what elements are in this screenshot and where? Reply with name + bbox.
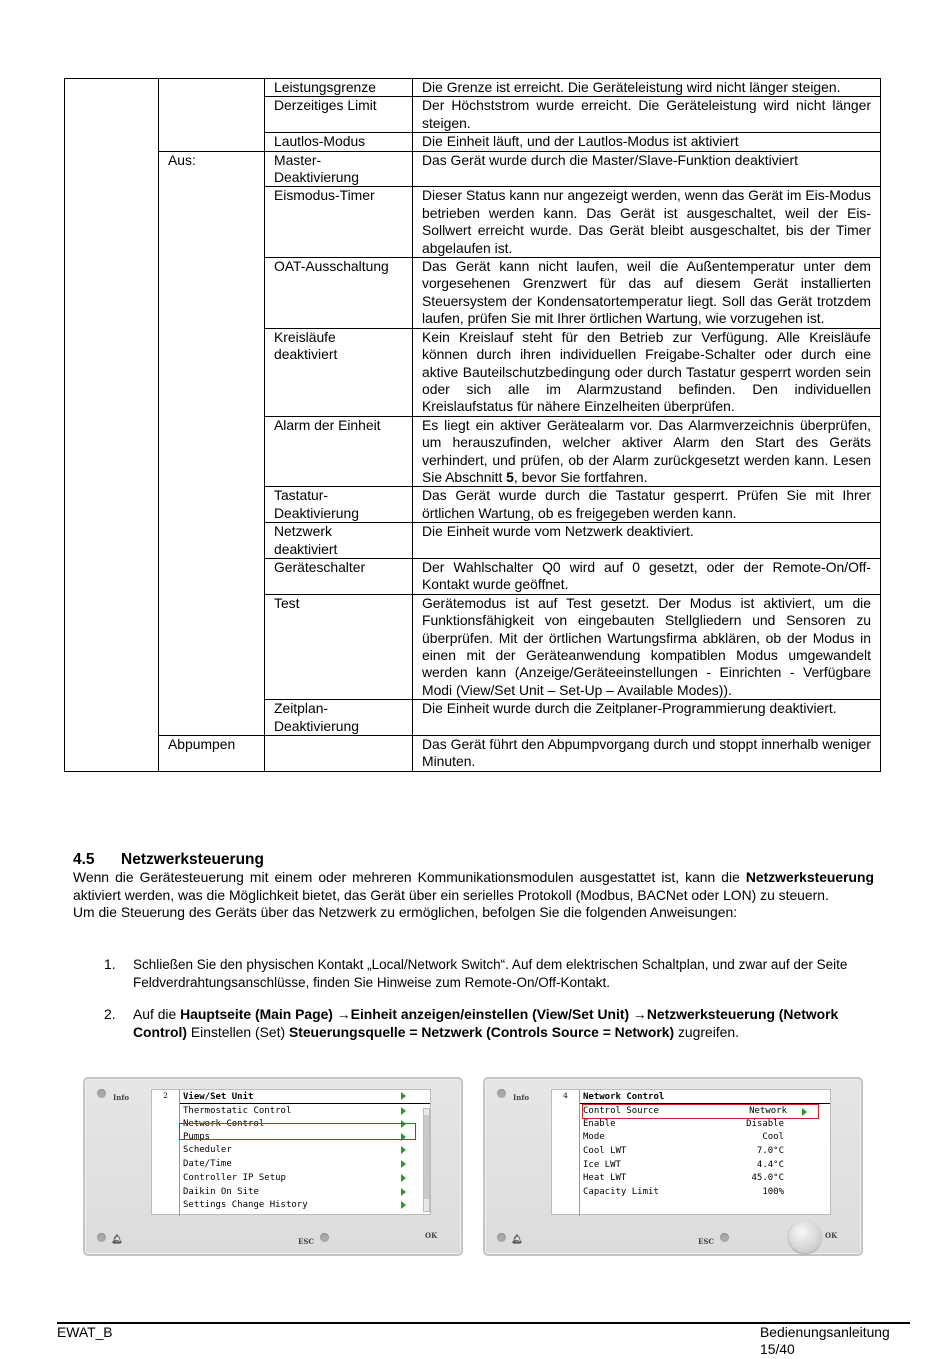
table-row (65, 79, 881, 97)
setting-value-enable[interactable]: Disable (746, 1119, 784, 1129)
list-text-part: Auf die (133, 1006, 181, 1022)
info-led-icon (497, 1089, 506, 1098)
table-cell-status: Kreisläufe deaktiviert (265, 328, 413, 416)
list-text-part: Einstellen (Set) (187, 1023, 289, 1040)
instruction-paragraph: Um die Steuerung des Geräts über das Netzwerk zu ermöglichen, befolgen Sie die folgenden Anweisungen: (73, 904, 738, 921)
scroll-thumb[interactable] (424, 1115, 429, 1199)
table-cell-description: Das Gerät kann nicht laufen, weil die Außentemperatur unter dem vorgesehenen Grenzwert für das auf diesem Gerät installierten Steuersystem der Kondensatortemperatur liegt. Soll das Gerät trotzdem laufen, prüfen Sie mit Ihrer örtlichen Wartung, wie vorzugehen ist. (413, 258, 881, 329)
table-cell-status: Lautlos-Modus (265, 133, 413, 151)
bell-icon: 🔔︎ (111, 1235, 123, 1245)
table-cell-description (413, 416, 881, 487)
list-text: Schließen Sie den physischen Kontakt „Local/Network Switch“. Auf dem elektrischen Schaltplan, und zwar auf der Seite Feldverdrahtungsanschlüsse, finden Sie Hinweise zum Remote-On/Off-Kontakt. (133, 957, 848, 990)
table-cell-description: Gerätemodus ist auf Test gesetzt. Der Modus ist aktiviert, um die Funktionsfähigkeit von eingebauten Stellgliedern und Sensoren zu überprüfen. Mit der örtlichen Wartungsfirma abklären, ob der Modus in einen mit der Geräteanwendung kompatiblen Modus umgewandelt werden kann (Anzeige/Geräteeinstellungen - Einrichten - Verfügbare Modi (View/Set Unit – Set-Up – Available Modes)). (413, 594, 881, 699)
esc-button[interactable] (320, 1233, 329, 1242)
section-number: 4.5 (73, 851, 95, 868)
paragraph-text: Wenn die Gerätesteuerung mit einem oder mehreren Kommunikationsmodulen ausgestattet ist, kann die (73, 869, 746, 885)
table-cell-description: Die Einheit wurde vom Netzwerk deaktiviert. (413, 523, 881, 559)
table-cell-status: Zeitplan-Deaktivierung (265, 700, 413, 736)
table-cell-description: Das Gerät wurde durch die Tastatur gesperrt. Prüfen Sie mit Ihrer örtlichen Wartung, ob es freigegeben werden kann. (413, 487, 881, 523)
table-cell-description: Der Wahlschalter Q0 wird auf 0 gesetzt, oder der Remote-On/Off-Kontakt wurde geöffnet. (413, 558, 881, 594)
controller-panel-view-set-unit (83, 1077, 463, 1256)
menu-item-controller-ip-setup[interactable]: Controller IP Setup (183, 1173, 286, 1183)
setting-label-mode[interactable]: Mode (583, 1132, 605, 1142)
paragraph-text: aktiviert werden, was die Möglichkeit bietet, das Gerät über ein serielles Protokoll (Modbus, BACNet oder LON) zu steuern. (73, 886, 829, 903)
footer-doc-title: Bedienungsanleitung (760, 1324, 890, 1340)
status-led-icon (97, 1233, 106, 1242)
table-cell-description: Die Einheit wurde durch die Zeitplaner-Programmierung deaktiviert. (413, 700, 881, 736)
section-network-control (73, 850, 874, 922)
menu-path: Hauptseite (Main Page) →Einheit anzeigen/einstellen (View/Set Unit) →Netzwerksteuerung (Network Control) (133, 1006, 839, 1040)
table-cell-category (159, 79, 265, 152)
table-cell-status: Master-Deaktivierung (265, 151, 413, 187)
list-item (104, 956, 874, 991)
menu-item-settings-change-history[interactable]: Settings Change History (183, 1200, 308, 1210)
list-number: 2. (104, 1006, 116, 1022)
setting-value-capacity-limit[interactable]: 100% (762, 1187, 784, 1197)
ok-label: OK (825, 1231, 838, 1240)
menu-item-pumps[interactable]: Pumps (183, 1132, 211, 1142)
table-cell-status: Netzwerk deaktiviert (265, 523, 413, 559)
list-text (133, 1006, 874, 1041)
setting-label-cool-lwt[interactable]: Cool LWT (583, 1146, 627, 1156)
setting-label-capacity-limit[interactable]: Capacity Limit (583, 1187, 659, 1197)
table-cell-status: Derzeitiges Limit (265, 97, 413, 133)
table-cell-status: Test (265, 594, 413, 699)
info-led-icon (97, 1089, 106, 1098)
screen-scrollbar[interactable] (423, 1108, 430, 1212)
setting-value-heat-lwt[interactable]: 45.0°C (751, 1173, 784, 1183)
ok-knob-button[interactable] (789, 1221, 821, 1253)
table-row (65, 736, 881, 772)
info-label: Info (113, 1093, 130, 1102)
menu-item-network-control[interactable]: Network Control (183, 1119, 265, 1129)
table-cell-description: Das Gerät führt den Abpumpvorgang durch und stoppt innerhalb weniger Minuten. (413, 736, 881, 772)
setting-value: Steuerungsquelle = Netzwerk (Controls Source = Network) (288, 1023, 675, 1040)
menu-item-daikin-on-site[interactable]: Daikin On Site (183, 1187, 259, 1197)
intro-paragraph (73, 869, 874, 904)
submenu-arrow-icon (401, 1188, 406, 1196)
table-cell-status: OAT-Ausschaltung (265, 258, 413, 329)
section-title: Netzwerksteuerung (121, 851, 264, 868)
desc-text: , bevor Sie fortfahren. (513, 468, 648, 485)
controller-screen (551, 1089, 831, 1215)
footer-page-number: 15/40 (760, 1341, 795, 1358)
menu-item-date-time[interactable]: Date/Time (183, 1159, 232, 1169)
table-cell-description: Die Einheit läuft, und der Lautlos-Modus ist aktiviert (413, 133, 881, 151)
setting-label-enable[interactable]: Enable (583, 1119, 616, 1129)
list-item (104, 1006, 874, 1041)
ok-label: OK (425, 1231, 438, 1240)
setting-label-heat-lwt[interactable]: Heat LWT (583, 1173, 627, 1183)
table-cell-description: Die Grenze ist erreicht. Die Geräteleistung wird nicht länger steigen. (413, 79, 881, 97)
submenu-arrow-icon (401, 1107, 406, 1115)
screen-page-number: 4 (552, 1090, 580, 1216)
highlight-box (582, 1104, 819, 1119)
desc-text: Es liegt ein aktiver Gerätealarm vor. Das Alarmverzeichnis überprüfen, um herauszufinden, welcher aktiver Alarm den Start des Geräts verhindert, und prüfen, ob der Alarm zurückgesetzt werden kann. Lesen Sie Abschnitt (422, 416, 871, 485)
screen-title: Network Control (583, 1092, 665, 1102)
setting-label-ice-lwt[interactable]: Ice LWT (583, 1160, 621, 1170)
table-cell-description: Dieser Status kann nur angezeigt werden, wenn das Gerät im Eis-Modus betrieben werden kann. Das Gerät ist ausgeschaltet, weil der Eis-Sollwert erreicht wurde. Das Gerät bleibt ausgeschaltet, bis der Timer abgelaufen ist. (413, 187, 881, 258)
esc-label: ESC (698, 1237, 714, 1246)
setting-value-cool-lwt[interactable]: 7.0°C (756, 1146, 784, 1156)
setting-value-ice-lwt[interactable]: 4.4°C (756, 1160, 784, 1170)
table-cell-category: Aus: (159, 151, 265, 735)
table-cell-category: Abpumpen (159, 736, 265, 772)
submenu-arrow-icon (401, 1146, 406, 1154)
submenu-arrow-icon (401, 1092, 406, 1100)
controller-screen (151, 1089, 431, 1215)
menu-item-thermostatic-control[interactable]: Thermostatic Control (183, 1106, 292, 1116)
list-text-part: zugreifen. (674, 1023, 739, 1040)
section-ref: 5 (506, 468, 514, 485)
table-cell-empty (65, 79, 159, 772)
table-cell-status: Leistungsgrenze (265, 79, 413, 97)
list-number: 1. (104, 956, 116, 972)
table-cell-status: Tastatur-Deaktivierung (265, 487, 413, 523)
esc-button[interactable] (720, 1233, 729, 1242)
table-cell-status: Alarm der Einheit (265, 416, 413, 487)
table-cell-status (265, 736, 413, 772)
highlight-box (179, 1123, 416, 1140)
table-cell-description: Das Gerät wurde durch die Master/Slave-Funktion deaktiviert (413, 151, 881, 187)
setting-label-control-source[interactable]: Control Source (583, 1106, 659, 1116)
table-cell-status: Geräteschalter (265, 558, 413, 594)
status-led-icon (497, 1233, 506, 1242)
submenu-arrow-icon (401, 1201, 406, 1209)
table-cell-description: Kein Kreislauf steht für den Betrieb zur Verfügung. Alle Kreisläufe können durch ihren individuellen Freigabe-Schalter oder durch eine aktive Bauteilschutzbedingung oder durch Tastatur gesperrt worden sein oder sich alle im Alarmzustand befinden. Den individuellen Kreislaufstatus für nähere Einzelheiten überprüfen. (413, 328, 881, 416)
menu-item-scheduler[interactable]: Scheduler (183, 1145, 232, 1155)
submenu-arrow-icon (401, 1174, 406, 1182)
table-cell-description: Der Höchststrom wurde erreicht. Die Geräteleistung wird nicht länger steigen. (413, 97, 881, 133)
bell-icon: 🔔︎ (511, 1235, 523, 1245)
table-cell-status: Eismodus-Timer (265, 187, 413, 258)
screen-title: View/Set Unit (183, 1092, 254, 1102)
table-row (65, 151, 881, 187)
setting-value-control-source[interactable]: Network (749, 1106, 787, 1116)
title-divider (180, 1103, 430, 1104)
submenu-arrow-icon (401, 1160, 406, 1168)
esc-label: ESC (298, 1237, 314, 1246)
footer-doc (760, 1324, 890, 1359)
footer-model: EWAT_B (57, 1324, 113, 1340)
section-heading (73, 850, 874, 869)
info-label: Info (513, 1093, 530, 1102)
controller-panel-network-control (483, 1077, 863, 1256)
paragraph-bold: Netzwerksteuerung (745, 869, 874, 885)
status-table (64, 78, 881, 772)
screen-page-number: 2 (152, 1090, 180, 1216)
setting-value-mode[interactable]: Cool (762, 1132, 784, 1142)
